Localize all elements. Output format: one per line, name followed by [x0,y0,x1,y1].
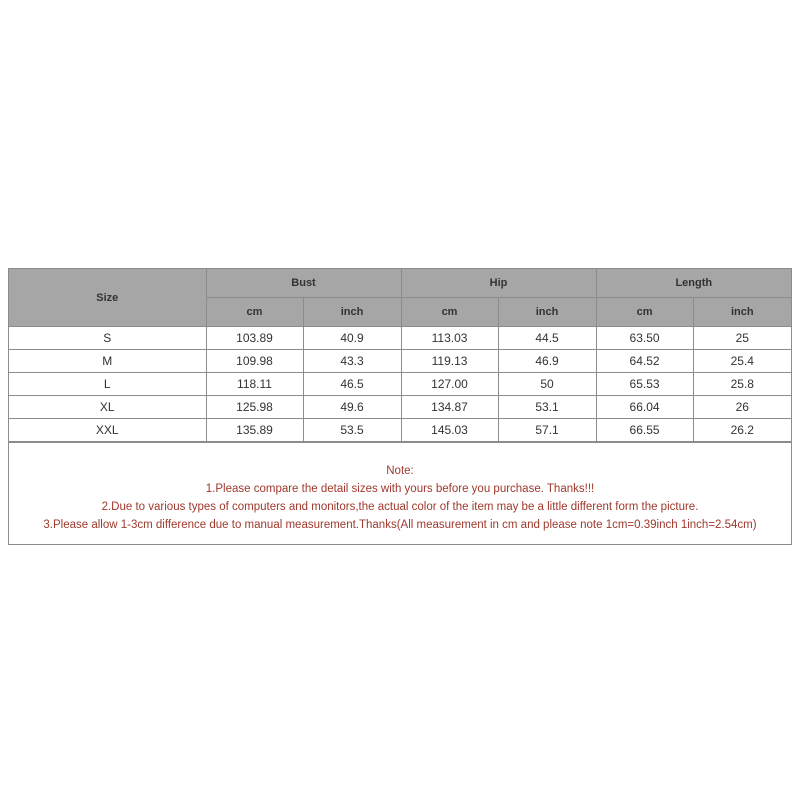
note-line: 2.Due to various types of computers and monitors,the actual color of the item may be a little different form the picture. [101,501,699,513]
header-row-groups [9,269,791,298]
table-cell: 119.13 [401,350,498,373]
note-line: 1.Please compare the detail sizes with yours before you purchase. Thanks!!! [205,483,595,495]
unit-header: cm [401,298,498,327]
table-cell: 135.89 [206,419,303,442]
unit-header: inch [303,298,401,327]
table-cell: 103.89 [206,327,303,350]
table-cell: 43.3 [303,350,401,373]
unit-header: cm [596,298,693,327]
table-cell: 109.98 [206,350,303,373]
size-cell: M [9,350,206,373]
unit-header: inch [693,298,791,327]
bust-header: Bust [206,269,401,298]
note-title: Note: [386,465,414,477]
table-cell: 40.9 [303,327,401,350]
table-cell: 25 [693,327,791,350]
notes-section [9,442,791,544]
length-header: Length [596,269,791,298]
table-cell: 66.04 [596,396,693,419]
table-row [9,396,791,419]
table-cell: 64.52 [596,350,693,373]
unit-header: cm [206,298,303,327]
table-cell: 118.11 [206,373,303,396]
table-cell: 63.50 [596,327,693,350]
size-cell: XL [9,396,206,419]
table-cell: 134.87 [401,396,498,419]
table-cell: 66.55 [596,419,693,442]
table-cell: 125.98 [206,396,303,419]
size-chart [8,268,792,545]
table-row [9,327,791,350]
table-cell: 25.8 [693,373,791,396]
table-row [9,419,791,442]
table-row [9,350,791,373]
table-cell: 44.5 [498,327,596,350]
note-line: 3.Please allow 1-3cm difference due to manual measurement.Thanks(All measurement in cm and please note 1cm=0.39inch 1inch=2.54cm) [43,519,757,531]
table-cell: 113.03 [401,327,498,350]
table-cell: 65.53 [596,373,693,396]
size-table [9,269,791,442]
size-header: Size [9,269,206,327]
table-cell: 57.1 [498,419,596,442]
table-cell: 53.5 [303,419,401,442]
size-cell: XXL [9,419,206,442]
table-row [9,373,791,396]
table-cell: 145.03 [401,419,498,442]
table-cell: 26.2 [693,419,791,442]
table-cell: 50 [498,373,596,396]
unit-header: inch [498,298,596,327]
table-cell: 53.1 [498,396,596,419]
table-cell: 46.5 [303,373,401,396]
table-cell: 49.6 [303,396,401,419]
table-cell: 25.4 [693,350,791,373]
size-cell: L [9,373,206,396]
hip-header: Hip [401,269,596,298]
table-cell: 127.00 [401,373,498,396]
table-cell: 46.9 [498,350,596,373]
table-cell: 26 [693,396,791,419]
size-cell: S [9,327,206,350]
